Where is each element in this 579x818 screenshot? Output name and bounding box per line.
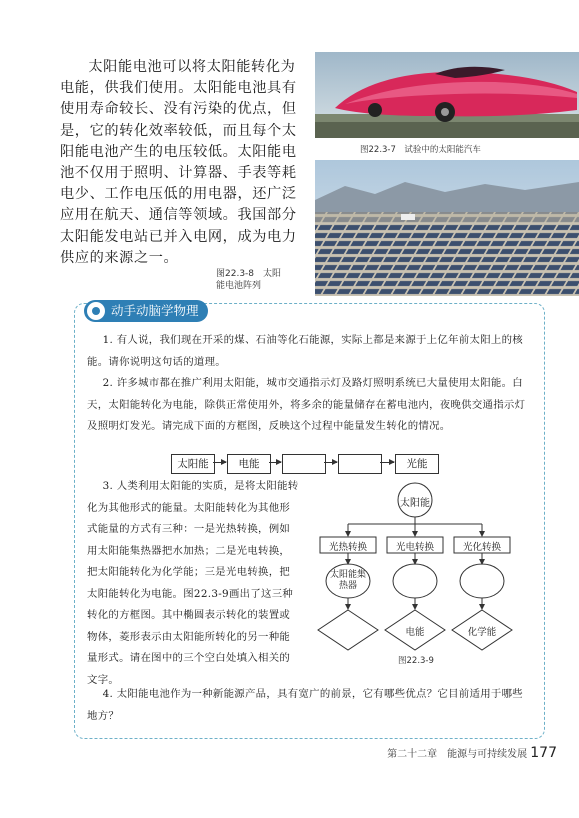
activity-title-badge <box>84 300 208 322</box>
flow-arrow <box>213 462 226 463</box>
flow-box-blank-1[interactable] <box>282 454 326 474</box>
page-footer <box>387 745 557 761</box>
solar-conversion-diagram <box>310 480 520 666</box>
farm-caption-line1: 图22.3-8 太阳 <box>216 269 282 279</box>
flow-arrow <box>324 462 337 463</box>
question-3: 3. 人类利用太阳能的实质，是将太阳能转化为其他形式的能量。太阳能转化为其他形式能量的方式有三种：一是光热转换，例如用太阳能集热器把水加热；二是光电转换，把太阳能转化为化学能；三是光电转换，把太阳能转化为电能。图22.3-9画出了这三种转化的方框图。其中椭圆表示转化的装置或物体，菱形表示由太阳能所转化的另一种能量形式。请在图中的三个空白处填入相关的文字。 <box>87 480 299 686</box>
branch-photoelectric: 光电转换 <box>395 542 434 553</box>
solar-farm-photo <box>315 160 579 296</box>
energy-electric: 电能 <box>405 627 425 638</box>
chapter-title: 第二十二章 能源与可持续发展 <box>387 749 528 760</box>
flow-box-electric: 电能 <box>227 454 271 474</box>
flow-arrow <box>269 462 281 463</box>
branch-photochemical: 光化转换 <box>462 542 501 553</box>
car-caption: 图22.3-7 试验中的太阳能汽车 <box>360 145 481 155</box>
question-4: 4. 太阳能电池作为一种新能源产品，具有宽广的前景，它有哪些优点？它目前适用于哪些地方？ <box>87 688 523 722</box>
device-collector: 太阳能集热器 <box>330 570 367 591</box>
diagram-root: 太阳能 <box>400 498 430 509</box>
flow-box-solar: 太阳能 <box>171 454 215 474</box>
intro-paragraph: 太阳能电池可以将太阳能转化为电能，供我们使用。太阳能电池具有使用寿命较长、没有污染的优点，但是，它的转化效率较低，而且每个太阳能电池产生的电压较低。太阳能电池不仅用于照明、计算器、手表等耗电少、工作电压低的用电器，还广泛应用在航天、通信等领域。我国部分太阳能发电站已并入电网，成为电力供应的来源之一。 <box>60 59 297 266</box>
target-icon <box>87 302 105 320</box>
diagram-caption: 图22.3-9 <box>398 656 434 666</box>
solar-car-photo <box>315 52 579 138</box>
flow-box-light: 光能 <box>395 454 439 474</box>
flow-arrow <box>380 462 394 463</box>
activity-title: 动手动脑学物理 <box>111 303 199 318</box>
branch-photothermal: 光热转换 <box>328 542 367 553</box>
energy-chemical: 化学能 <box>467 627 497 638</box>
question-2: 2. 许多城市都在推广利用太阳能，城市交通指示灯及路灯照明系统已大量使用太阳能。白天，太阳能转化为电能，除供正常使用外，将多余的能量储存在蓄电池内，夜晚供交通指示灯及照明灯发光。请完成下面的方框图，反映这个过程中能量发生转化的情况。 <box>87 377 526 432</box>
farm-caption <box>216 268 281 292</box>
page-number: 177 <box>530 745 557 761</box>
flow-box-blank-2[interactable] <box>338 454 382 474</box>
question-1: 1. 有人说，我们现在开采的煤、石油等化石能源，实际上都是来源于上亿年前太阳上的核能。请你说明这句话的道理。 <box>87 334 523 368</box>
farm-caption-line2: 能电池阵列 <box>216 281 262 291</box>
